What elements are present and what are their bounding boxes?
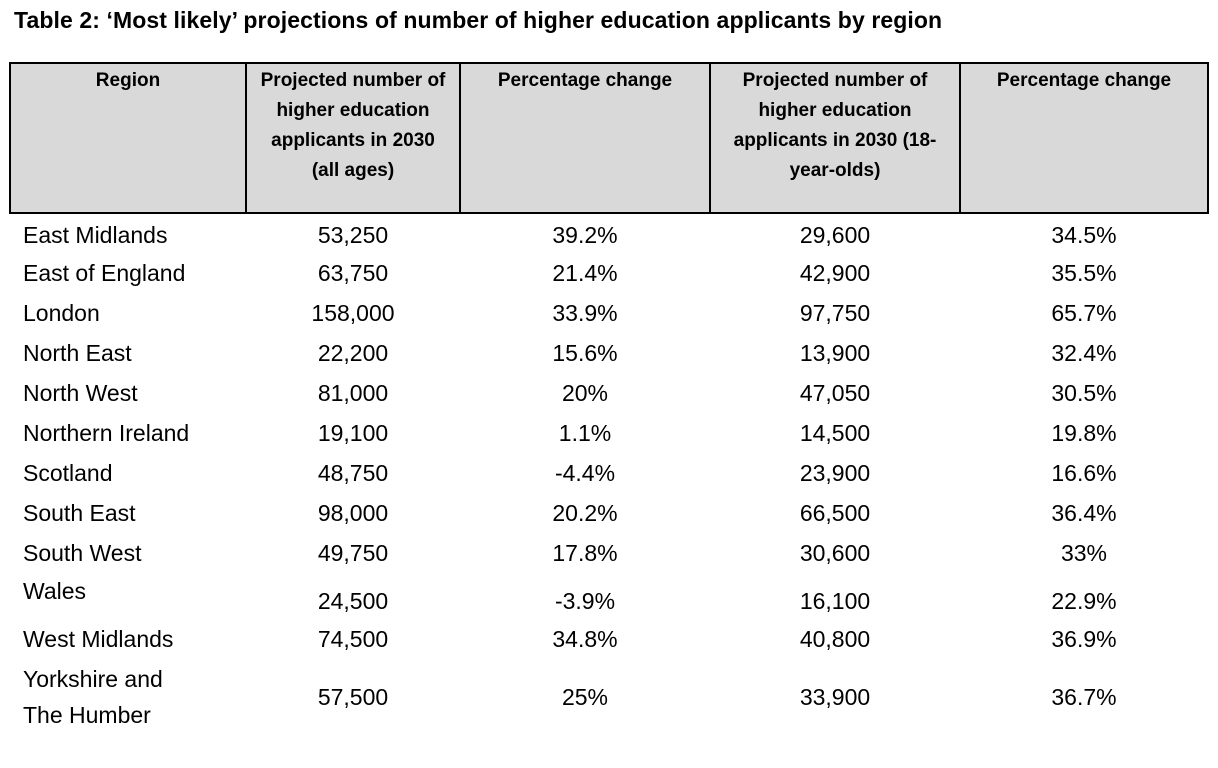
table-row	[10, 453, 1208, 493]
cell-18-year-olds: 16,100	[799, 587, 871, 614]
cell-all-ages-change: 39.2%	[552, 222, 618, 248]
header-percentage-change-18-year-olds: Percentage change	[960, 63, 1208, 213]
cell-all-ages-change: 1.1%	[558, 419, 612, 446]
cell-all-ages-change: 34.8%	[552, 625, 618, 652]
cell-region: Yorkshire and The Humber	[23, 666, 163, 728]
cell-all-ages-change: 15.6%	[552, 339, 618, 366]
table-row	[10, 373, 1208, 413]
cell-18-year-olds: 66,500	[799, 499, 871, 526]
header-projected-all-ages: Projected number of higher education applicants in 2030 (all ages)	[246, 63, 460, 213]
cell-region: West Midlands	[23, 625, 174, 652]
cell-18-year-olds-change: 16.6%	[1051, 459, 1117, 486]
cell-all-ages: 81,000	[317, 379, 389, 406]
cell-all-ages: 63,750	[317, 259, 389, 286]
cell-region: Northern Ireland	[23, 419, 190, 446]
cell-region: Wales	[23, 578, 87, 604]
table-row	[10, 253, 1208, 293]
cell-all-ages-change: -3.9%	[554, 587, 616, 614]
cell-all-ages: 98,000	[317, 499, 389, 526]
cell-region: South East	[23, 499, 136, 526]
cell-18-year-olds-change: 36.9%	[1051, 625, 1117, 652]
cell-region: North East	[23, 339, 132, 366]
cell-all-ages: 74,500	[317, 625, 389, 652]
cell-all-ages-change: 20.2%	[552, 499, 618, 526]
cell-18-year-olds: 30,600	[799, 539, 871, 566]
cell-all-ages: 48,750	[317, 459, 389, 486]
table-row	[10, 659, 1208, 735]
cell-region: South West	[23, 539, 142, 566]
cell-18-year-olds: 29,600	[799, 222, 871, 248]
cell-18-year-olds: 14,500	[799, 419, 871, 446]
cell-all-ages: 19,100	[317, 419, 389, 446]
cell-18-year-olds-change: 32.4%	[1051, 339, 1117, 366]
header-percentage-change-all-ages: Percentage change	[460, 63, 710, 213]
cell-all-ages-change: 17.8%	[552, 539, 618, 566]
cell-region: North West	[23, 379, 138, 406]
projections-table	[9, 62, 1209, 735]
cell-18-year-olds: 97,750	[799, 299, 871, 326]
cell-region: Scotland	[23, 459, 113, 486]
cell-18-year-olds: 33,900	[799, 683, 871, 710]
cell-18-year-olds: 23,900	[799, 459, 871, 486]
cell-all-ages-change: 20%	[561, 379, 609, 406]
cell-all-ages: 22,200	[317, 339, 389, 366]
table-row	[10, 493, 1208, 533]
cell-all-ages-change: 33.9%	[552, 299, 618, 326]
cell-18-year-olds-change: 34.5%	[1051, 222, 1117, 248]
cell-18-year-olds-change: 22.9%	[1051, 587, 1117, 614]
table-row	[10, 293, 1208, 333]
cell-18-year-olds: 13,900	[799, 339, 871, 366]
table-row	[10, 333, 1208, 373]
cell-region: East of England	[23, 259, 186, 286]
table-row	[10, 573, 1208, 619]
table-row	[10, 213, 1208, 253]
cell-18-year-olds-change: 30.5%	[1051, 379, 1117, 406]
cell-all-ages-change: 25%	[561, 683, 609, 710]
table-row	[10, 533, 1208, 573]
table-row	[10, 619, 1208, 659]
cell-region: East Midlands	[23, 222, 168, 248]
header-row	[10, 63, 1208, 213]
cell-18-year-olds-change: 33%	[1060, 539, 1108, 566]
cell-region: London	[23, 299, 100, 326]
cell-all-ages: 53,250	[317, 222, 389, 248]
cell-all-ages: 57,500	[317, 683, 389, 710]
header-projected-18-year-olds: Projected number of higher education applicants in 2030 (18-year-olds)	[710, 63, 960, 213]
header-region: Region	[10, 63, 246, 213]
cell-18-year-olds-change: 36.7%	[1051, 683, 1117, 710]
cell-18-year-olds: 47,050	[799, 379, 871, 406]
cell-all-ages-change: 21.4%	[552, 259, 618, 286]
table-row	[10, 413, 1208, 453]
cell-all-ages: 24,500	[317, 587, 389, 614]
cell-18-year-olds-change: 35.5%	[1051, 259, 1117, 286]
table-title: Table 2: ‘Most likely’ projections of number of higher education applicants by region	[14, 7, 943, 33]
cell-18-year-olds-change: 19.8%	[1051, 419, 1117, 446]
cell-18-year-olds-change: 65.7%	[1051, 299, 1117, 326]
cell-all-ages: 49,750	[317, 539, 389, 566]
cell-18-year-olds: 40,800	[799, 625, 871, 652]
cell-18-year-olds-change: 36.4%	[1051, 499, 1117, 526]
cell-18-year-olds: 42,900	[799, 259, 871, 286]
cell-all-ages: 158,000	[311, 299, 395, 326]
cell-all-ages-change: -4.4%	[554, 459, 616, 486]
